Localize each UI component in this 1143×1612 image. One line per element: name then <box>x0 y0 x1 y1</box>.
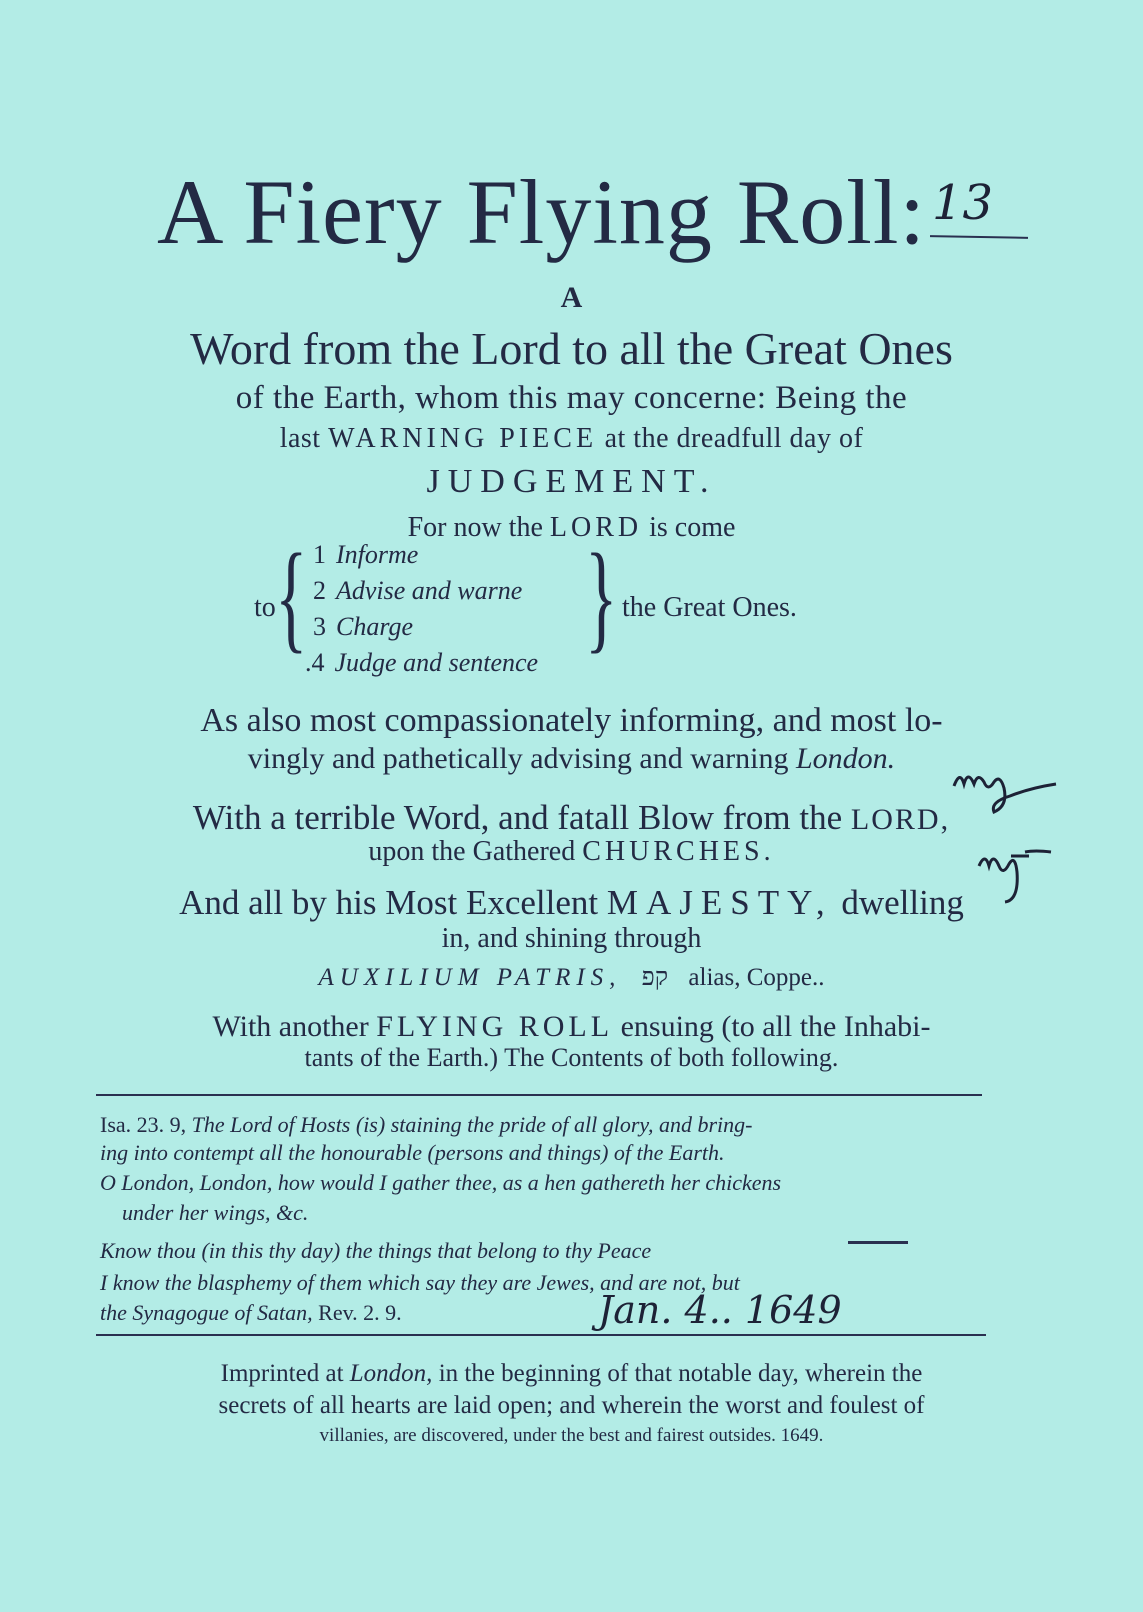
paragraph-4-caps: AUXILIUM PATRIS, <box>318 964 622 991</box>
purpose-item-2 <box>313 576 522 606</box>
quote-4-line-1: I know the blasphemy of them which say they are Jewes, and are not, but <box>100 1270 740 1295</box>
purpose-item-1-num: 1 <box>313 540 326 569</box>
paragraph-4 <box>0 964 1143 992</box>
paragraph-2-line-2 <box>0 836 1143 868</box>
quote-4-line-2 <box>100 1300 402 1326</box>
imprint-place: London, <box>349 1360 433 1387</box>
paragraph-2-line-1-pre: With a terrible Word, and fatall Blow from the <box>192 798 843 837</box>
purpose-item-3 <box>313 612 413 642</box>
paragraph-2-line-2-pre: upon the Gathered <box>368 836 576 867</box>
quote-3-line-1 <box>100 1238 651 1264</box>
imprint-line-3: villanies, are discovered, under the best and fairest outsides. 1649. <box>319 1425 824 1446</box>
title-text: A Fiery Flying Roll: <box>157 161 926 263</box>
quote-4-text: the Synagogue of Satan, <box>100 1300 313 1325</box>
paragraph-3-line-1-pre: And all by his Most Excellent <box>179 883 599 922</box>
heading-line-3-pre: last <box>279 423 321 454</box>
imprint-line-2: secrets of all hearts are laid open; and wherein the worst and foulest of <box>218 1392 925 1419</box>
heading-article: A <box>560 281 583 314</box>
purpose-lead-pre: For now the <box>407 512 543 543</box>
paragraph-3-line-1-post: dwelling <box>841 883 964 922</box>
quote-1-ref: Isa. 23. 9, <box>100 1112 187 1137</box>
heading-line-2: of the Earth, whom this may concerne: Being the <box>235 380 908 416</box>
quote-3-dash <box>848 1241 908 1244</box>
imprint-line-1-post: in the beginning of that notable day, wherein the <box>438 1360 923 1387</box>
quote-1-line-1 <box>100 1112 752 1138</box>
purpose-item-4-text: Judge and sentence <box>334 648 539 677</box>
right-brace: } <box>585 529 618 664</box>
purpose-item-4 <box>305 648 538 678</box>
purpose-target: the Great Ones. <box>622 592 797 623</box>
paragraph-5-line-2: tants of the Earth.) The Contents of both following. <box>304 1043 839 1072</box>
quotes-top-rule <box>96 1094 982 1096</box>
purpose-lead-caps: LORD <box>549 512 643 543</box>
quote-1-line-2: ing into contempt all the honourable (persons and things) of the Earth. <box>100 1140 725 1165</box>
handwritten-page-number: 13 <box>932 175 994 231</box>
quote-4-ref: Rev. 2. 9. <box>318 1300 402 1325</box>
left-brace: { <box>275 529 308 664</box>
purpose-item-1 <box>313 540 418 570</box>
handwritten-margin-mark-1 <box>950 762 1060 822</box>
heading-line-1: Word from the Lord to all the Great Ones <box>190 323 953 374</box>
paragraph-1-line-2-pre: vingly and pathetically advising and warning <box>247 742 789 775</box>
paragraph-5-line-1-post: ensuing (to all the Inhabi- <box>620 1010 931 1043</box>
heading-line-3-post: at the dreadfull day of <box>604 423 864 454</box>
quote-3-text: Know thou (in this thy day) the things that belong to thy Peace <box>100 1238 652 1263</box>
paragraph-3-line-1 <box>0 883 1143 923</box>
paragraph-2-line-2-caps: CHURCHES. <box>582 836 775 867</box>
handwritten-date: Jan. 4.. 1649 <box>598 1288 842 1332</box>
paragraph-3-line-1-caps: MAJESTY, <box>606 883 833 922</box>
imprint-line-1-pre: Imprinted at <box>220 1360 344 1387</box>
paragraph-2-line-1-caps: LORD, <box>850 803 951 836</box>
imprint-line-1 <box>0 1360 1143 1388</box>
purpose-lead-post: is come <box>649 512 736 543</box>
heading-line-3-caps: WARNING PIECE <box>328 423 598 454</box>
purpose-item-4-num: .4 <box>305 648 325 677</box>
paragraph-5-line-1-caps: FLYING ROLL <box>376 1010 614 1043</box>
purpose-item-3-text: Charge <box>336 612 414 641</box>
heading-judgement: JUDGEMENT. <box>426 463 717 500</box>
quote-2-line-2: under her wings, &c. <box>122 1200 309 1225</box>
paragraph-4-hebrew: קפ <box>641 964 669 991</box>
purpose-to: to <box>254 592 276 623</box>
paragraph-5-line-1-pre: With another <box>212 1010 369 1043</box>
quote-1-text: The Lord of Hosts (is) staining the pride of all glory, and bring- <box>191 1112 753 1137</box>
heading-line-3 <box>0 423 1143 455</box>
purpose-item-2-text: Advise and warne <box>336 576 523 605</box>
quote-2-line-1: O London, London, how would I gather thee, as a hen gathereth her chickens <box>100 1170 782 1195</box>
paragraph-4-post: alias, Coppe.. <box>688 964 825 991</box>
paragraph-3-line-2: in, and shining through <box>441 923 702 954</box>
paragraph-1-line-1: As also most compassionately informing, and most lo- <box>200 702 943 739</box>
handwritten-margin-mark-2 <box>975 846 1060 906</box>
paragraph-5-line-1 <box>0 1010 1143 1044</box>
purpose-item-2-num: 2 <box>313 576 326 605</box>
purpose-lead <box>0 512 1143 544</box>
purpose-item-3-num: 3 <box>313 612 326 641</box>
quotes-bottom-rule <box>96 1334 986 1336</box>
purpose-item-1-text: Informe <box>336 540 419 569</box>
paragraph-1-place: London. <box>796 742 896 775</box>
